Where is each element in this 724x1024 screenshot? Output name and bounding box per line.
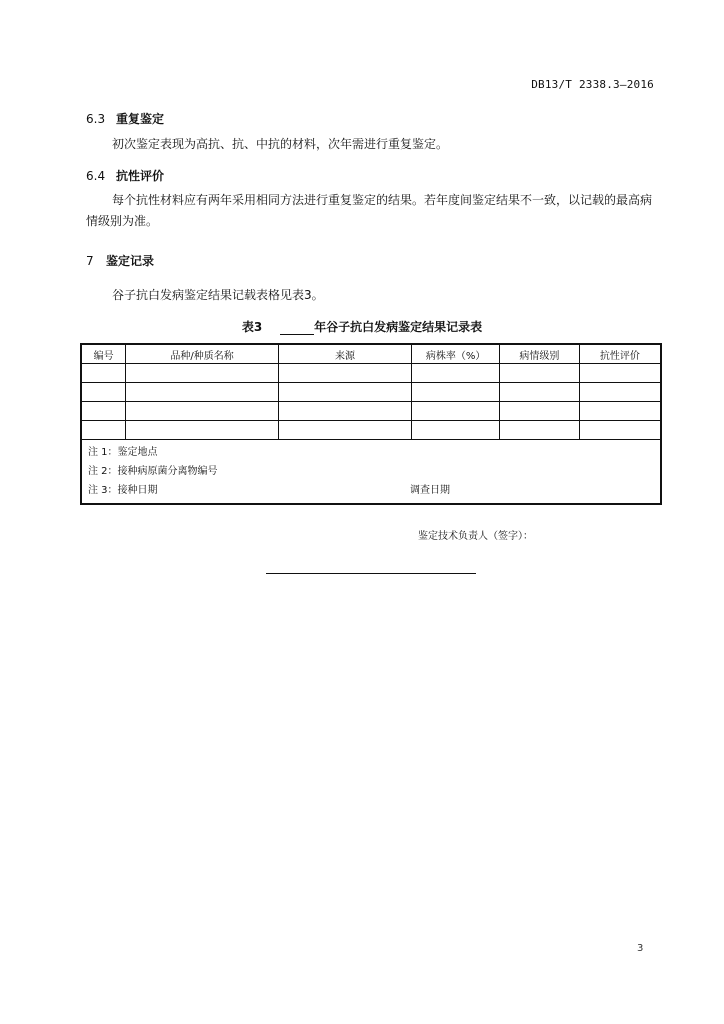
paragraph: 谷子抗白发病鉴定结果记载表格见表3。 — [112, 288, 324, 302]
table-header-row — [81, 344, 661, 364]
column-header: 抗性评价 — [579, 344, 661, 364]
survey-date-label: 调查日期 — [410, 485, 450, 496]
section-number: 6.3 — [86, 112, 106, 126]
table-notes — [81, 440, 661, 505]
record-table — [80, 343, 662, 505]
paragraph: 每个抗性材料应有两年采用相同方法进行重复鉴定的结果。若年度间鉴定结果不一致，以记载的最高病情级别为准。 — [86, 193, 653, 228]
note-1: 注 1：鉴定地点 — [88, 447, 158, 458]
table-row — [81, 383, 661, 402]
section-7-heading — [86, 252, 154, 269]
column-header: 病株率（%） — [412, 344, 500, 364]
column-header: 品种/种质名称 — [126, 344, 278, 364]
table-row — [81, 364, 661, 383]
section-number: 6.4 — [86, 169, 106, 183]
table-row — [81, 402, 661, 421]
column-header: 病情级别 — [500, 344, 580, 364]
column-header: 编号 — [81, 344, 126, 364]
section-6-4-body — [86, 190, 658, 232]
table-row — [81, 421, 661, 440]
document-code: DB13/T 2338.3—2016 — [531, 78, 654, 91]
note-3: 注 3：接种日期 — [88, 485, 158, 496]
section-title: 鉴定记录 — [106, 254, 155, 268]
table-notes-row — [81, 440, 661, 505]
section-6-3-heading — [86, 110, 164, 127]
table-title: 年谷子抗白发病鉴定结果记录表 — [314, 320, 483, 334]
note-2: 注 2：接种病原菌分离物编号 — [88, 466, 218, 477]
note-3-line — [88, 481, 654, 500]
section-6-4-heading — [86, 167, 164, 184]
section-6-3-body — [86, 134, 658, 155]
table-caption — [0, 318, 724, 335]
signature-line — [266, 573, 476, 574]
column-header: 来源 — [278, 344, 412, 364]
section-number: 7 — [86, 254, 94, 268]
signature-label: 鉴定技术负责人（签字）： — [418, 531, 533, 542]
section-7-body — [86, 285, 658, 306]
section-title: 重复鉴定 — [116, 112, 165, 126]
table-label: 表3 — [241, 320, 263, 334]
paragraph: 初次鉴定表现为高抗、抗、中抗的材料，次年需进行重复鉴定。 — [112, 137, 449, 151]
page-number: 3 — [637, 943, 644, 954]
year-blank — [280, 322, 314, 335]
section-title: 抗性评价 — [116, 169, 165, 183]
